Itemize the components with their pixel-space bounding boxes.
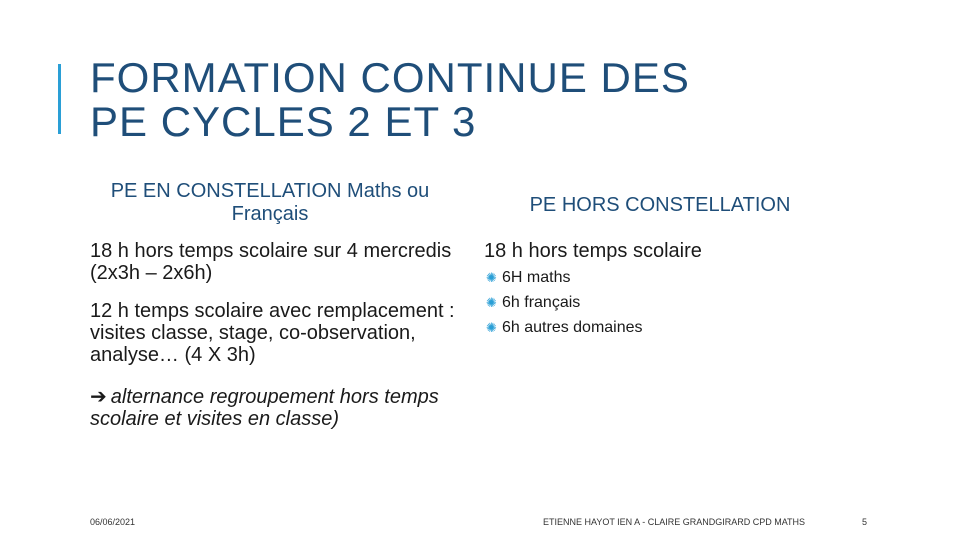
left-column-heading: PE EN CONSTELLATION Maths ou Français (110, 180, 430, 225)
list-item (486, 265, 643, 290)
arrow-right-icon: ➔ (90, 386, 107, 408)
title-accent-bar (58, 64, 61, 134)
right-paragraph-1: 18 h hors temps scolaire (484, 240, 702, 262)
list-item (486, 290, 643, 315)
right-bullet-list (486, 265, 643, 340)
list-item-label: 6h français (502, 294, 581, 311)
list-item-label: 6H maths (502, 269, 571, 286)
right-column-heading: PE HORS CONSTELLATION (529, 194, 791, 216)
footer-author: ETIENNE HAYOT IEN A - CLAIRE GRANDGIRARD CPD MATHS (543, 517, 806, 527)
left-paragraph-2: 12 h temps scolaire avec remplacement : visites classe, stage, co-observation, analyse… (4 X 3h) (90, 300, 455, 366)
list-item-label: 6h autres domaines (502, 319, 643, 336)
left-paragraph-3-text: alternance regroupement hors temps scolaire et visites en classe) (90, 386, 439, 430)
slide-title-line1: FORMATION CONTINUE DES (90, 54, 690, 101)
footer-date: 06/06/2021 (90, 517, 136, 527)
left-paragraph-3 (90, 386, 470, 430)
left-paragraph-1: 18 h hors temps scolaire sur 4 mercredis (2x3h – 2x6h) (90, 240, 452, 284)
asterisk-bullet-icon: ✺ (486, 320, 497, 335)
slide-title-line2: PE CYCLES 2 ET 3 (90, 98, 477, 145)
list-item (486, 315, 643, 340)
asterisk-bullet-icon: ✺ (486, 270, 497, 285)
asterisk-bullet-icon: ✺ (486, 295, 497, 310)
slide-title (90, 56, 930, 144)
page-number: 5 (862, 517, 868, 527)
